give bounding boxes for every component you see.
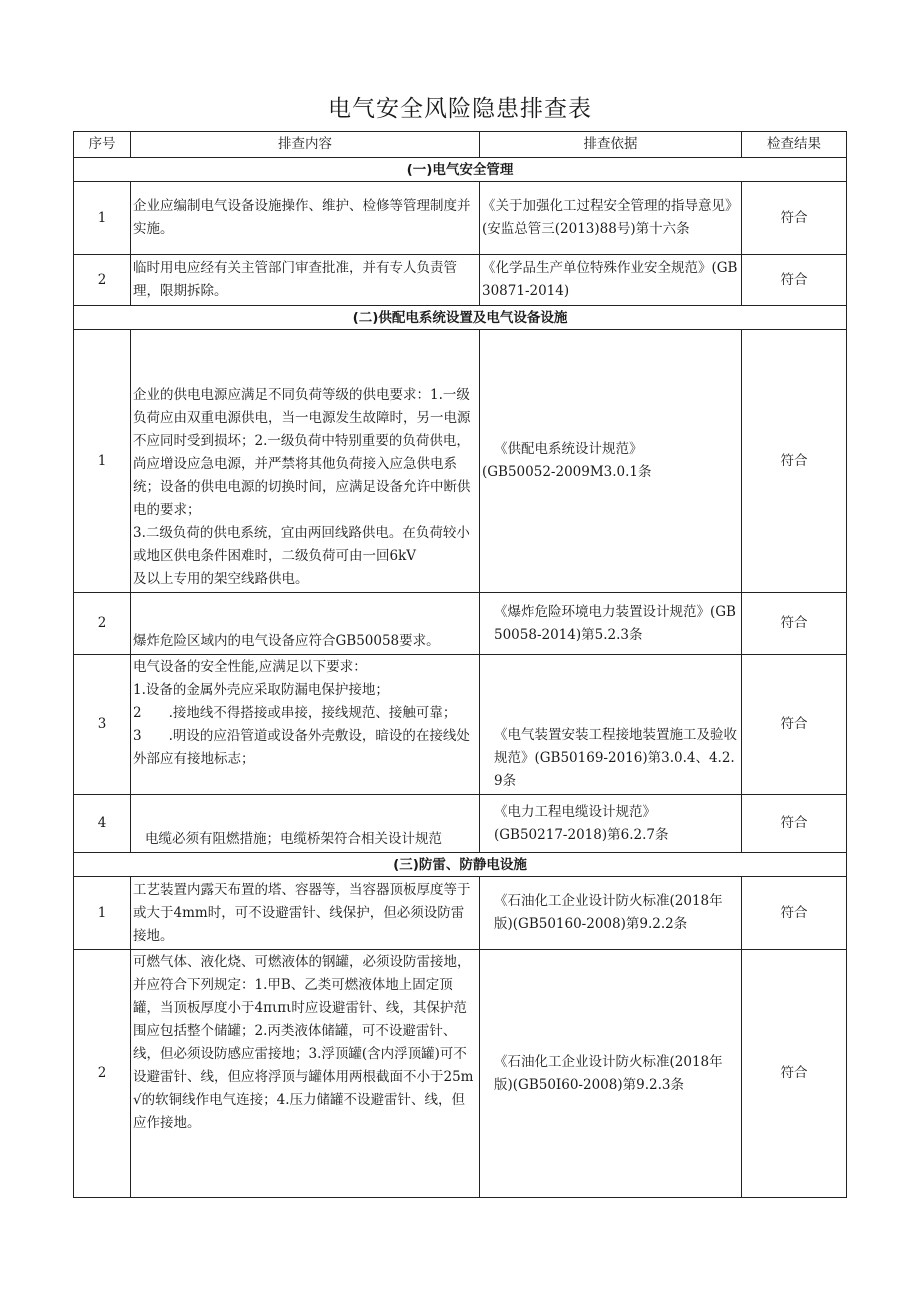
row-content	[131, 255, 480, 306]
content-line: 可燃气体、液化烧、可燃液体的钢罐，必须设防雷接地，并应符合下列规定：1.甲B、乙类可燃液体地上固定顶罐，当顶板厚度小于4πιπι时应设避雷针、线，其保护范围应包括整个储罐；2.丙类液体储罐，可不设避雷针、线，但必须设防感应雷接地；3.浮顶罐(含内浮顶罐)可不设避雷针、线，但应将浮顶与罐体用两根截面不小于25m√的软铜线作电气连接；4.压力储罐不设避雷针、线，但应作接地。	[133, 954, 474, 1131]
row-number: 2	[74, 593, 131, 655]
row-content	[131, 330, 480, 593]
row-result: 符合	[742, 877, 847, 950]
table-row	[74, 330, 847, 593]
section-title: (三)防雷、防静电设施	[74, 853, 847, 877]
page-title: 电气安全风险隐患排查表	[328, 96, 592, 122]
content-line: 3.二级负荷的供电系统，宜由两回线路供电。在负荷较小或地区供电条件困难时，二级负荷可由一回6kV	[133, 525, 470, 564]
content-line: 2 .接地线不得搭接或串接，接线规范、接触可靠；	[133, 705, 457, 721]
row-result: 符合	[742, 795, 847, 853]
section-header	[74, 853, 847, 877]
content-line: 企业应编制电气设备设施操作、维护、检修等管理制度并实施。	[133, 198, 471, 237]
content-line: 爆炸危险区域内的电气设备应符合GB50058要求。	[133, 633, 440, 649]
section-title: (二)供配电系统设置及电气设备设施	[74, 306, 847, 330]
table-row	[74, 795, 847, 853]
row-basis	[480, 655, 742, 795]
row-content	[131, 877, 480, 950]
row-number: 2	[74, 950, 131, 1198]
row-basis	[480, 877, 742, 950]
row-result: 符合	[742, 330, 847, 593]
inspection-table	[73, 131, 847, 1198]
section-header	[74, 158, 847, 182]
table-row	[74, 877, 847, 950]
row-number: 1	[74, 182, 131, 255]
content-line: 及以上专用的架空线路供电。	[133, 571, 309, 587]
row-number: 1	[74, 877, 131, 950]
header-num: 序号	[74, 132, 131, 158]
row-content	[131, 593, 480, 655]
row-basis	[480, 593, 742, 655]
row-number: 2	[74, 255, 131, 306]
header-result: 检查结果	[742, 132, 847, 158]
section-header	[74, 306, 847, 330]
content-line: 工艺装置内露天布置的塔、容器等，当容器顶板厚度等于或大于4mm时，可不设避雷针、线保护，但必须设防雷接地。	[133, 881, 471, 944]
row-basis	[480, 950, 742, 1198]
table-row	[74, 255, 847, 306]
row-basis	[480, 182, 742, 255]
basis-line: (GB50052-2009M3.0.1条	[482, 464, 652, 480]
row-content	[131, 182, 480, 255]
row-result: 符合	[742, 950, 847, 1198]
row-content	[131, 795, 480, 853]
basis-line: 《化学品生产单位特殊作业安全规范》(GB30871-2014)	[482, 260, 738, 299]
table-row	[74, 655, 847, 795]
row-number: 3	[74, 655, 131, 795]
basis-line: 《爆炸危险环境电力装置设计规范》(GB50058-2014)第5.2.3条	[494, 603, 736, 643]
row-result: 符合	[742, 255, 847, 306]
basis-line: 《石油化工企业设计防火标准(2018年版)(GB50I60-2008)第9.2.3条	[494, 1053, 723, 1093]
header-basis: 排查依据	[480, 132, 742, 158]
table-row	[74, 593, 847, 655]
table-row	[74, 950, 847, 1198]
section-title: (一)电气安全管理	[74, 158, 847, 182]
row-content	[131, 950, 480, 1198]
row-result: 符合	[742, 182, 847, 255]
row-basis	[480, 795, 742, 853]
row-result: 符合	[742, 655, 847, 795]
row-number: 4	[74, 795, 131, 853]
row-content	[131, 655, 480, 795]
content-line: 1.设备的金属外壳应采取防漏电保护接地；	[133, 682, 389, 698]
content-line: 电气设备的安全性能,应满足以下要求：	[133, 659, 367, 675]
table-row	[74, 182, 847, 255]
header-content: 排查内容	[131, 132, 480, 158]
basis-line: 《电力工程电缆设计规范》	[494, 803, 656, 820]
row-basis	[480, 255, 742, 306]
basis-line: (GB50217-2018)第6.2.7条	[494, 826, 669, 843]
row-number: 1	[74, 330, 131, 593]
row-result: 符合	[742, 593, 847, 655]
content-line: 电缆必须有阻燃措施；电缆桥架符合相关设计规范	[145, 831, 442, 847]
basis-line: 《石油化工企业设计防火标准(2018年版)(GB50160-2008)第9.2.2条	[494, 893, 723, 932]
content-line: 临时用电应经有关主管部门审查批准，并有专人负责管理，限期拆除。	[133, 260, 457, 299]
content-line: 3 .明设的应沿管道或设备外壳敷设，暗设的在接线处外部应有接地标志；	[133, 728, 470, 767]
basis-line: 《供配电系统设计规范》	[494, 441, 643, 457]
row-basis	[480, 330, 742, 593]
header-row	[74, 132, 847, 158]
basis-line: 《关于加强化工过程安全管理的指导意见》(安监总管三(2013)88号)第十六条	[482, 198, 739, 237]
basis-line: 《电气装置安装工程接地装置施工及验收规范》(GB50169-2016)第3.0.4、4.2.9条	[494, 727, 737, 789]
content-line: 企业的供电电源应满足不同负荷等级的供电要求：1.一级负荷应由双重电源供电，当一电源发生故障时，另一电源不应同时受到损坏；2.一级负荷中特别重要的负荷供电，尚应增设应急电源，并严禁将其他负荷接入应急供电系统；设备的供电电源的切换时间，应满足设备允许中断供电的要求；	[133, 387, 471, 518]
